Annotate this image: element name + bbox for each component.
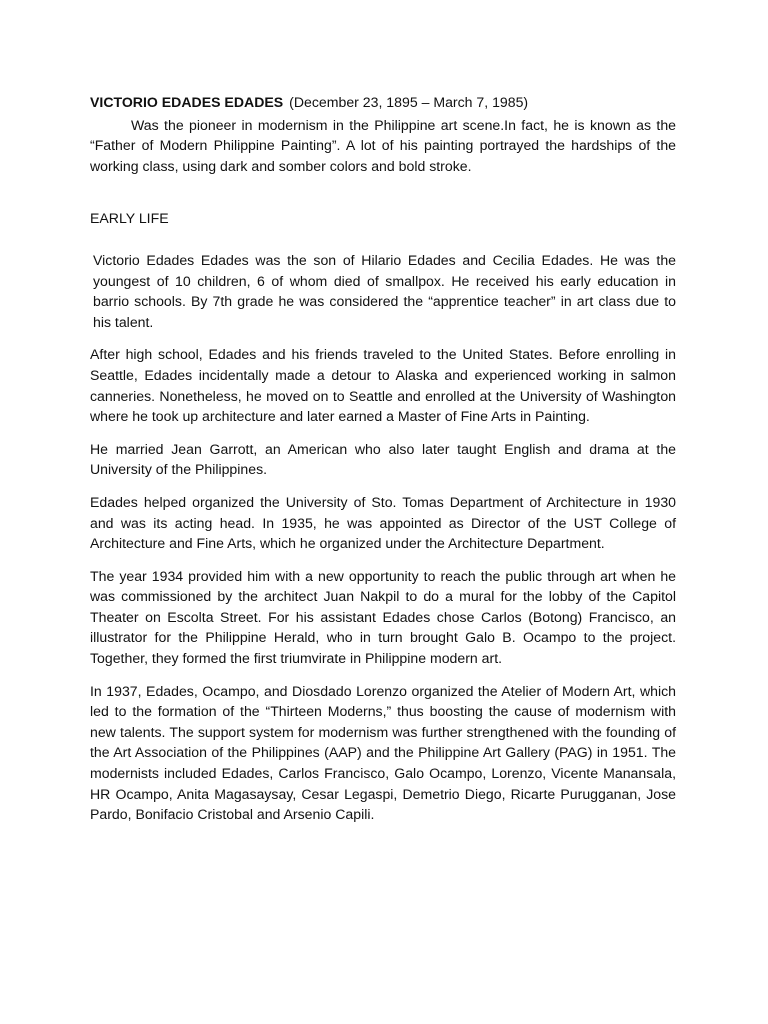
body-paragraph-1: Victorio Edades Edades was the son of Hilario Edades and Cecilia Edades. He was the youngest of 10 children, 6 of whom died of smallpox. He received his early education in barrio schools. By 7th grade he was considered the “apprentice teacher” in art class due to his talent. xyxy=(93,251,676,330)
body-paragraph-3: He married Jean Garrott, an American who also later taught English and drama at the University of the Philippines. xyxy=(90,440,676,478)
body-paragraph-2: After high school, Edades and his friends traveled to the United States. Before enrolling in Seattle, Edades incidentally made a detour to Alaska and experienced working in salmon canneries. Nonetheless, he moved on to Seattle and enrolled at the University of Washington where he took up architecture and later earned a Master of Fine Arts in Painting. xyxy=(90,346,676,425)
title-name: VICTORIO EDADES EDADES xyxy=(90,94,284,110)
title-dates: (December 23, 1895 – March 7, 1985) xyxy=(289,94,529,110)
section-heading-early-life: EARLY LIFE xyxy=(90,210,169,227)
body-paragraph-5: The year 1934 provided him with a new opportunity to reach the public through art when he was commissioned by the architect Juan Nakpil to do a mural for the lobby of the Capitol Theater on Escolta Street. For his assistant Edades chose Carlos (Botong) Francisco, an illustrator for the Philippine Herald, who in turn brought Galo B. Ocampo to the project. Together, they formed the first triumvirate in Philippine modern art. xyxy=(90,567,676,667)
intro-paragraph: Was the pioneer in modernism in the Philippine art scene.In fact, he is known as the “Father of Modern Philippine Painting”. A lot of his painting portrayed the hardships of the working class, using dark and somber colors and bold stroke. xyxy=(90,116,676,174)
body-paragraph-4: Edades helped organized the University of Sto. Tomas Department of Architecture in 1930 and was its acting head. In 1935, he was appointed as Director of the UST College of Architecture and Fine Arts, which he organized under the Architecture Department. xyxy=(90,493,676,552)
document-title xyxy=(90,92,676,113)
document-page xyxy=(90,92,676,837)
body-paragraph-6: In 1937, Edades, Ocampo, and Diosdado Lorenzo organized the Atelier of Modern Art, which led to the formation of the “Thirteen Moderns,” thus boosting the cause of modernism with new talents. The support system for modernism was further strengthened with the founding of the Art Association of the Philippines (AAP) and the Philippine Art Gallery (PAG) in 1951. The modernists included Edades, Carlos Francisco, Galo Ocampo, Lorenzo, Vicente Manansala, HR Ocampo, Anita Magasaysay, Cesar Legaspi, Demetrio Diego, Ricarte Purugganan, Jose Pardo, Bonifacio Cristobal and Arsenio Capili. xyxy=(90,682,676,823)
